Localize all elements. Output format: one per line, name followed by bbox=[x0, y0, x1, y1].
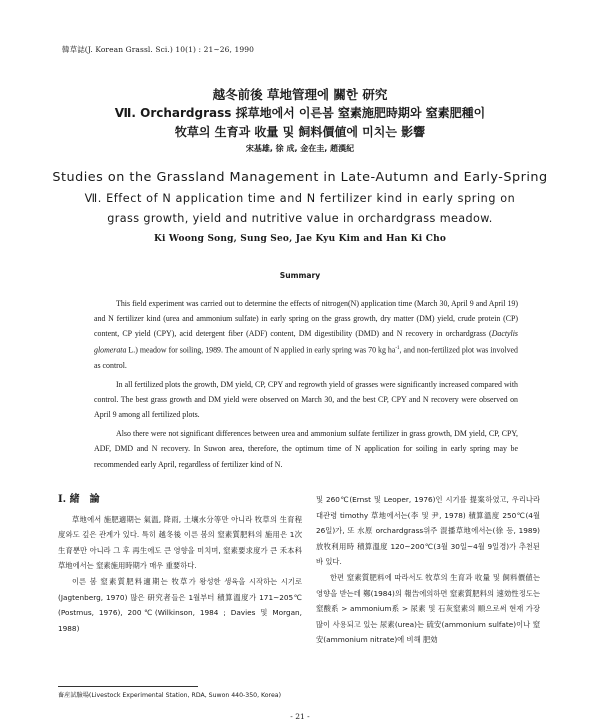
intro-left-paragraph-2: 이른 봄 窒素質肥料適期는 牧草가 왕성한 생육을 시작하는 시기로(Jagtenberg, 1970) 많은 研究者들은 1월부터 積算溫度가 171~205℃(Postmus, 1976), 200℃(Wilkinson, 1984 ; Davies 및 Morgan, 1988) bbox=[58, 576, 302, 633]
affiliation-footnote: 畜産試驗場(Livestock Experimental Station, RDA, Suwon 440-350, Korea) bbox=[58, 692, 281, 699]
right-column bbox=[316, 492, 540, 648]
english-title-line-3: grass growth, yield and nutritive value in orchardgrass meadow. bbox=[107, 212, 493, 225]
intro-right-paragraph-1: 및 260℃(Ernst 및 Leoper, 1976)인 시기를 提案하였고, 우리나라 대관령 timothy 草地에서는(李 및 尹, 1978) 積算溫度 250℃(4월 26일)가, 또 水原 orchardgrass위주 混播草地에서는(徐 등, 1989) 放牧利用時 積算溫度 120~200℃(3월 30일~4월 9일경)가 추천된 바 있다. bbox=[316, 495, 540, 567]
introduction-heading: Ⅰ. 緒 論 bbox=[58, 494, 100, 505]
summary-paragraph-1 bbox=[94, 296, 518, 373]
intro-left-paragraph-1: 草地에서 施肥適期는 氣温, 降雨, 土壤水分等만 아니라 牧草의 生育程度와도 깊은 관계가 있다. 특히 越冬後 이른 봄의 窒素質肥料의 施用은 1次 生育뿐만 아니라 그 후 再生에도 큰 영향을 미치며, 窒素要求度가 큰 禾本科草地에서는 窒素施用時期가 매우 重要하다. bbox=[58, 514, 302, 571]
english-title-line-1: Studies on the Grassland Management in Late-Autumn and Early-Spring bbox=[52, 170, 548, 185]
korean-title-line-1: 越冬前後 草地管理에 關한 研究 bbox=[212, 87, 388, 102]
journal-citation: 韓草誌(J. Korean Grassl. Sci.) 10(1) : 21~26, 1990 bbox=[62, 45, 254, 54]
summary-p1-text-a: This field experiment was carried out to determine the effects of nitrogen(N) application time (March 30, April 9 and April 19) and N fertilizer kind (urea and ammonium sulfate) in early spring on the grass growth, dry matter (DM) yield, crude protein (CP) content, CP yield (CPY), acid detergent fiber (ADF) content, DM digestibility (DMD) and N recovery in orchardgrass ( bbox=[94, 299, 518, 339]
unit-exponent: -1 bbox=[395, 346, 400, 352]
summary-heading: Summary bbox=[279, 271, 321, 280]
left-column bbox=[58, 492, 302, 636]
english-authors: Ki Woong Song, Sung Seo, Jae Kyu Kim and Han Ki Cho bbox=[153, 234, 447, 244]
korean-authors: 宋基雄, 徐 成, 金在圭, 趙漢紀 bbox=[245, 144, 355, 153]
korean-title-line-2: Ⅶ. Orchardgrass 採草地에서 이른봄 窒素施肥時期와 窒素肥種이 bbox=[114, 106, 486, 120]
summary-paragraph-2: In all fertilized plots the growth, DM yield, CP, CPY and regrowth yield of grasses were significantly increased compared with control. The best grass growth and DM yield were observed on March 30, and the best CP, CPY and N recovery were observed on April 9 among all fertilized plots. bbox=[94, 380, 518, 420]
footnote-divider bbox=[58, 686, 198, 687]
intro-right-paragraph-2: 한편 窒素質肥料에 따라서도 牧草의 生育과 收量 및 飼料價値는 영향을 받는데 鄭(1984)의 報告에의하면 窒素質肥料의 速効性정도는 窒酸系 > ammonium系 > 尿素 및 石灰窒素의 順으로써 현재 가장 많이 사용되고 있는 尿素(urea)는 硫安(ammonium sulfate)이나 窒安(ammonium nitrate)에 비해 肥効 bbox=[316, 572, 540, 645]
species-name: Dactylis glomerata bbox=[94, 329, 518, 355]
summary-p1-text-b: L.) meadow for soiling, 1989. The amount of N applied in early spring was 70 kg ha bbox=[126, 345, 396, 355]
summary-body bbox=[94, 296, 518, 476]
korean-title-line-3: 牧草의 生育과 收量 및 飼料價値에 미치는 影響 bbox=[174, 125, 426, 139]
english-title-line-2: Ⅶ. Effect of N application time and N fertilizer kind in early spring on bbox=[84, 192, 516, 205]
summary-p1-text-c: , and non-fertilized plot was involved as control. bbox=[94, 345, 518, 370]
page-number: - 21 - bbox=[290, 712, 310, 721]
summary-paragraph-3: Also there were not significant differences between urea and ammonium sulfate fertilizer in grass growth, DM yield, CP, CPY, ADF, DMD and N recovery. In Suwon area, therefore, the optimum time of N application for soiling in early spring may be recommended early April, regardless of fertilizer kind of N. bbox=[94, 429, 518, 469]
